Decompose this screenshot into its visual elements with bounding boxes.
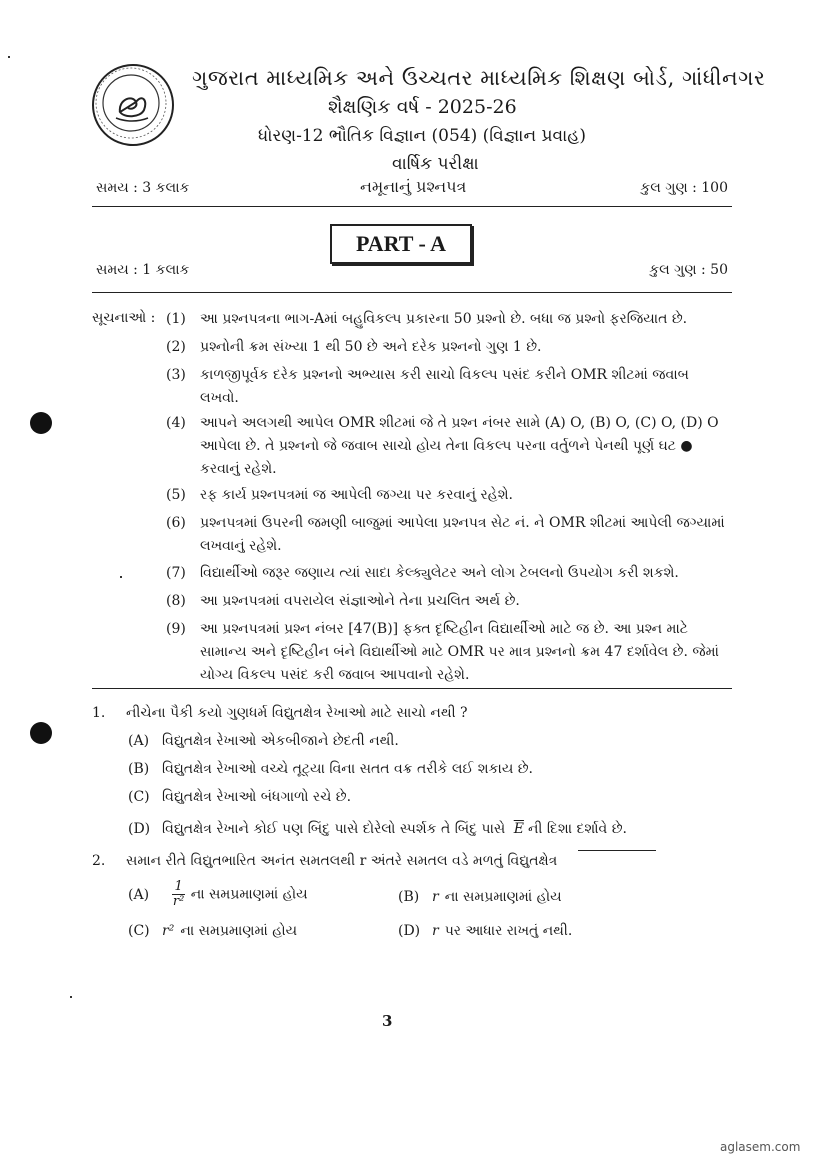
- instruction-number: (5): [166, 487, 186, 503]
- option-text: વિદ્યુતક્ષેત્ર રેખાઓ એકબીજાને છેદતી નથી.: [162, 733, 399, 749]
- scan-speck: [120, 576, 122, 578]
- instructions-label: સૂચનાઓ :: [92, 310, 156, 326]
- instruction-item: [166, 412, 732, 481]
- variable-r: r: [432, 923, 439, 939]
- instruction-text: આ પ્રશ્નપત્રમાં વપરાયેલ સંજ્ઞાઓને તેના પ્રચલિત અર્થ છે.: [200, 593, 520, 609]
- exam-name: વાર્ષિક પરીક્ષા: [392, 154, 479, 174]
- punch-hole: [30, 412, 52, 434]
- instruction-number: (7): [166, 565, 186, 581]
- option-text: ના સમપ્રમાણમાં હોય: [180, 923, 298, 939]
- variable-r: r: [432, 889, 439, 905]
- option-1c: [128, 786, 351, 808]
- question-number: 1.: [92, 705, 106, 721]
- instruction-text: આ પ્રશ્નપત્રમાં પ્રશ્ન નંબર [47(B)] ફક્ત દૃષ્ટિહીન વિદ્યાર્થીઓ માટે જ છે. આ પ્રશ્ન માટે સામાન્ય અને દૃષ્ટિહીન બંને વિદ્યાર્થીઓ માટે OMR પર માત્ર પ્રશ્નનો ક્રમ 47 દર્શાવેલ છે. જેમાં યોગ્ય વિકલ્પ પસંદ કરી જવાબ આપવાનો રહેશે.: [200, 621, 719, 683]
- option-label: (D): [128, 821, 151, 837]
- instruction-item: [166, 484, 732, 507]
- part-meta-row: [92, 262, 732, 284]
- option-2d: [398, 920, 572, 942]
- option-label: (D): [398, 923, 421, 939]
- part-title-box: PART - A: [330, 224, 472, 264]
- instruction-item: [166, 308, 732, 331]
- instruction-text: પ્રશ્નોની ક્રમ સંખ્યા 1 થી 50 છે અને દરેક પ્રશ્નનો ગુણ 1 છે.: [200, 339, 542, 355]
- scan-speck: [8, 56, 10, 58]
- option-text: વિદ્યુતક્ષેત્ર રેખાઓ વચ્ચે તૂટ્યા વિના સતત વક્ર તરીકે લઈ શકાય છે.: [162, 761, 534, 777]
- academic-year: શૈક્ષણિક વર્ષ - 2025-26: [328, 96, 517, 118]
- instruction-number: (8): [166, 593, 186, 609]
- option-text: વિદ્યુતક્ષેત્ર રેખાને કોઈ પણ બિંદુ પાસે દોરેલો સ્પર્શક તે બિંદુ પાસે: [162, 821, 506, 837]
- instruction-text: પ્રશ્નપત્રમાં ઉપરની જમણી બાજુમાં આપેલા પ્રશ્નપત્ર સેટ નં. ને OMR શીટમાં આપેલી જગ્યામાં લખવાનું રહેશે.: [200, 515, 725, 554]
- divider: [92, 206, 732, 207]
- option-text: પર આધાર રાખતું નથી.: [444, 923, 573, 939]
- instruction-text: વિદ્યાર્થીઓ જરૂર જણાય ત્યાં સાદા કેલ્ક્યુલેટર અને લોગ ટેબલનો ઉપયોગ કરી શકશે.: [200, 565, 679, 581]
- total-time: સમય : 3 કલાક: [96, 180, 190, 196]
- instruction-text: આ પ્રશ્નપત્રના ભાગ-Aમાં બહુવિકલ્પ પ્રકારના 50 પ્રશ્નો છે. બધા જ પ્રશ્નો ફરજિયાત છે.: [200, 311, 688, 327]
- option-text: ના સમપ્રમાણમાં હોય: [444, 889, 562, 905]
- site-watermark: aglasem.com: [720, 1140, 801, 1154]
- option-label: (C): [128, 923, 150, 939]
- answer-blank: [578, 850, 656, 851]
- divider: [92, 688, 732, 689]
- question-number: 2.: [92, 853, 106, 869]
- instruction-item: [166, 512, 732, 558]
- option-1a: [128, 730, 399, 752]
- instruction-item: [166, 562, 732, 585]
- paper-type: નમૂનાનું પ્રશ્નપત્ર: [360, 177, 467, 196]
- fraction-denominator: r²: [172, 894, 185, 909]
- option-label: (B): [398, 889, 420, 905]
- board-logo-seal: [92, 64, 174, 146]
- instruction-item: [166, 336, 732, 359]
- total-marks: કુલ ગુણ : 100: [640, 180, 728, 196]
- instruction-text: કાળજીપૂર્વક દરેક પ્રશ્નનો અભ્યાસ કરી સાચો વિકલ્પ પસંદ કરીને OMR શીટમાં જવાબ લખવો.: [200, 367, 689, 406]
- instruction-item: [166, 590, 732, 613]
- option-label: (B): [128, 761, 150, 777]
- instruction-text: રફ કાર્ય પ્રશ્નપત્રમાં જ આપેલી જગ્યા પર કરવાનું રહેશે.: [200, 487, 513, 503]
- option-2b: [398, 886, 562, 908]
- instruction-number: (9): [166, 621, 186, 637]
- option-label: (A): [128, 886, 150, 903]
- instruction-number: (3): [166, 367, 186, 383]
- board-title: ગુજરાત માધ્યમિક અને ઉચ્ચતર માધ્યમિક શિક્ષણ બોર્ડ, ગાંધીનગર: [192, 66, 766, 90]
- swan-emblem-icon: [92, 64, 170, 142]
- instruction-number: (2): [166, 339, 186, 355]
- option-1d: [128, 818, 627, 840]
- instruction-number: (4): [166, 415, 186, 431]
- instruction-number: (1): [166, 311, 186, 327]
- page-number: 3: [382, 1012, 393, 1030]
- instruction-item: [166, 618, 732, 687]
- option-text: ની દિશા દર્શાવે છે.: [527, 821, 627, 837]
- instruction-text: આપને અલગથી આપેલ OMR શીટમાં જે તે પ્રશ્ન નંબર સામે (A) O, (B) O, (C) O, (D) O આપેલા છે. તે પ્રશ્નનો જે જવાબ સાચો હોય તેના વિકલ્પ પરના વર્તુળને પેનથી પૂર્ણ ઘટ ● કરવાનું રહેશે.: [200, 415, 719, 477]
- instruction-item: [166, 364, 732, 410]
- paper-meta-row: [92, 177, 732, 204]
- question-text: નીચેના પૈકી કયો ગુણધર્મ વિદ્યુતક્ષેત્ર રેખાઓ માટે સાચો નથી ?: [126, 705, 468, 721]
- variable-r-squared: r²: [162, 923, 175, 939]
- fraction-numerator: 1: [174, 879, 183, 894]
- part-marks: કુલ ગુણ : 50: [649, 262, 728, 278]
- option-text: વિદ્યુતક્ષેત્ર રેખાઓ બંધગાળો રચે છે.: [162, 789, 352, 805]
- option-label: (C): [128, 789, 150, 805]
- instruction-number: (6): [166, 515, 186, 531]
- option-2a: [128, 880, 308, 909]
- option-2c: [128, 920, 297, 942]
- option-text: ના સમપ્રમાણમાં હોય: [190, 886, 308, 903]
- option-1b: [128, 758, 533, 780]
- electric-field-symbol: $\overline{E}$: [513, 821, 524, 837]
- part-time: સમય : 1 કલાક: [96, 262, 190, 278]
- divider: [92, 292, 732, 293]
- question-text: સમાન રીતે વિદ્યુતભારિત અનંત સમતલથી r અંતરે સમતલ વડે મળતું વિદ્યુતક્ષેત્ર: [126, 853, 558, 869]
- subject-line: ધોરણ-12 ભૌતિક વિજ્ઞાન (054) (વિજ્ઞાન પ્રવાહ): [258, 126, 587, 146]
- scan-speck: [70, 996, 72, 998]
- option-label: (A): [128, 733, 150, 749]
- punch-hole: [30, 722, 52, 744]
- fraction: [172, 880, 184, 909]
